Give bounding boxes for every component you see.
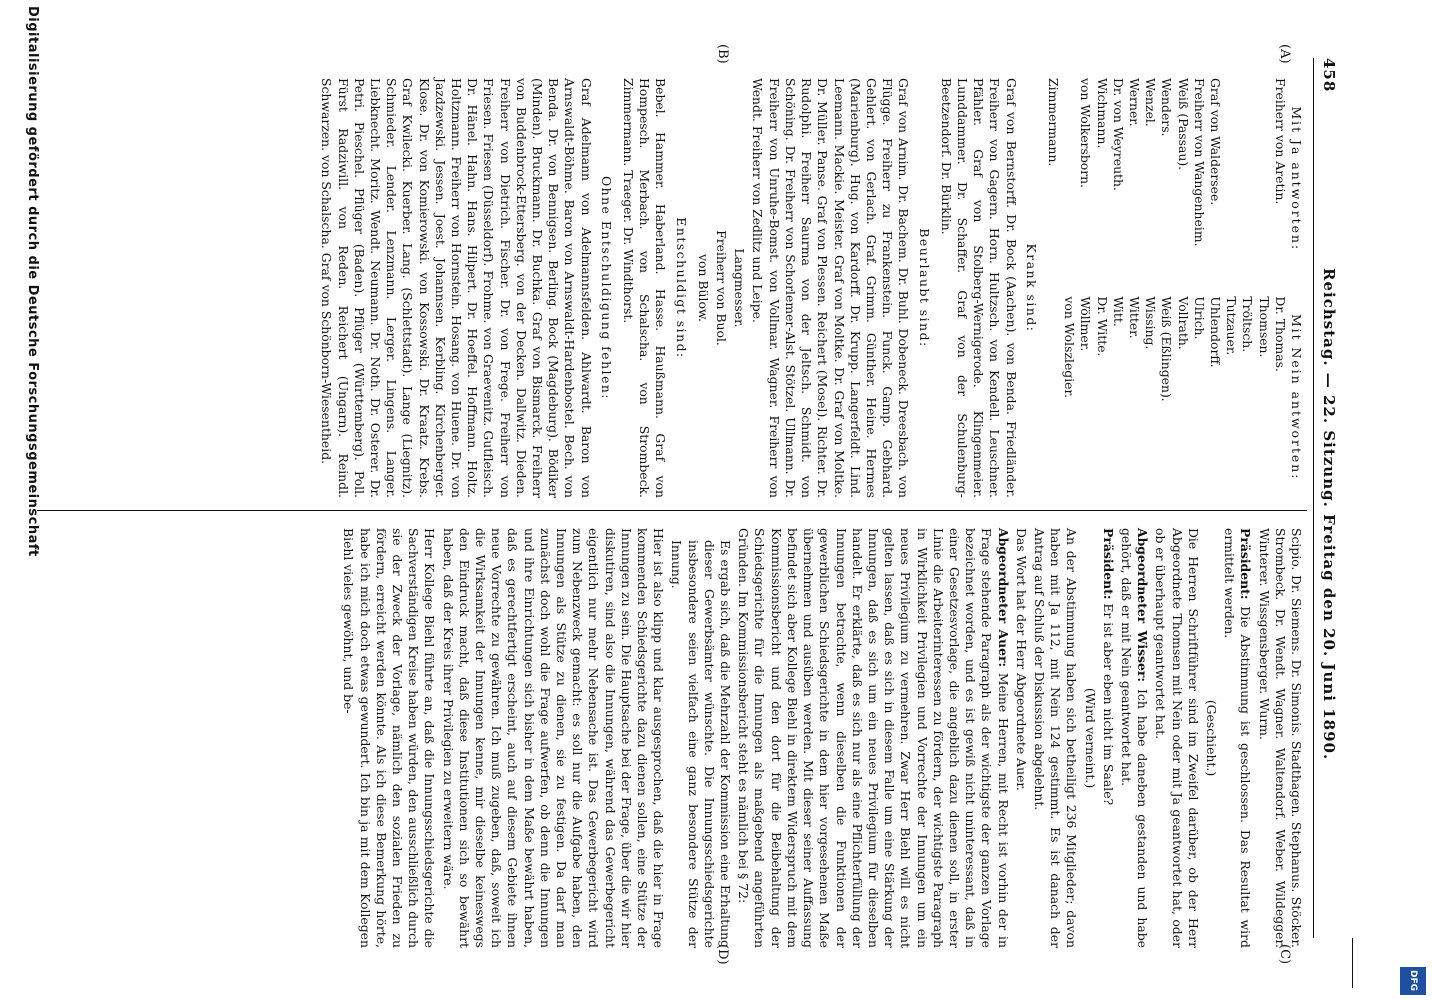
dfg-logo-icon: DFG <box>1400 967 1426 995</box>
margin-mark-c: (C) <box>1277 944 1292 965</box>
leave-extra-name: Langmesser. <box>732 248 748 328</box>
floor-given: Das Wort hat der Herr Abgeordnete Auer. <box>1013 528 1029 791</box>
header-rule <box>1313 58 1314 938</box>
president-result <box>1221 528 1253 948</box>
sick-heading: Krank sind: <box>1023 243 1039 333</box>
page-header <box>1316 58 1340 938</box>
yes-name <box>1239 78 1255 280</box>
speech-text: Ich habe daneben gestanden und habe gehört, daß er mit Nein geantwortet hat. <box>1118 528 1151 948</box>
yes-name <box>1223 78 1239 280</box>
no-name: Witter. <box>1126 296 1142 339</box>
leave-list: Graf von Arnim. Dr. Bachem. Dr. Buhl. Dobeneck. Dreesbach. von Flügge. Freiherr zu Frankenstein. Funck. Gamp. Gebhard. Gehlert. von Gerlach. Graf. Grimm. Günther. Heine. Hermes (Marienburg). Hug. von Kardorff. Dr. Krupp. Langerfeldt. Lind. Leemann. Mackie. Meister. Graf von Moltke. Dr. Graf von Moltke. Dr. Müller. Panse. Graf von Plessen. Reichert (Mosel). Richter. Dr. Rudolphi. Freiherr Saurma von der Jeltsch. Schmidt. von Schöning. Dr. Freiherr von Schorlemer-Alst. Stötzel. Ullmann. Dr. Freiherr von Unruhe-Bomst. von Vollmar. Wagner. Freiherr von Wendt. Freiherr von Zedlitz und Leipe. <box>750 78 912 498</box>
speech-text: Meine Herren, mit Recht ist vorhin der in Frage stehende Paragraph als der wichtigste der ganzen Vorlage bezeichnet worden, und es ist gewiß nicht uninteressant, daß in einer Gesetzesvorlage, die angeblich dazu dienen soll, in erster Linie die Arbeiterinteressen zu fördern, der wichtigste Paragraph in Wirklichkeit Privilegien und Vorrechte der Innungen um ein neues Privilegium zu vermehren. Zwar Herr Biehl will es nicht gelten lassen, daß es sich in diesem Falle um eine Stärkung der Innungen, daß es sich um ein neues Privilegium für dieselben handelt. Er erklärte, daß es sich nur als eine Pflichterfüllung der Innungen betrachte, wenn dieselben die Funktionen der gewerblichen Schiedsgerichte in dem hier vorgesehenen Maße übernehmen und ausüben werden. Mit dieser seiner Auffassung befindet sich aber Kollege Biehl in direktem Widerspruch mit dem Kommissionsbericht und den dort für die Beibehaltung der Schiedsgerichte für die Innungen als maßgebend angeführten Gründen. Im Kommissionsbericht steht es nämlich bei § 72: <box>736 528 1011 948</box>
yes-name: Graf von Waldersee. <box>1207 78 1223 206</box>
no-name: Uhlendorff. <box>1207 296 1223 368</box>
yes-names-continued: Scipio. Dr. Siemens. Dr. Simonis. Stadthagen. Stephanus. Stöcker. Strombeck. Dr. Wendt. Wagner. Waltendorf. Weber. Wildegger. Winterer. Wissgensberger. Wurm. <box>1256 528 1304 948</box>
no-name: Tutzauer. <box>1224 296 1240 356</box>
no-name: Witt. <box>1110 296 1126 327</box>
yes-name: Dr. von Weyreuth. <box>1110 78 1126 191</box>
margin-mark-a: (A) <box>1277 44 1292 64</box>
speech-text: Die Abstimmung ist geschlossen. Das Resultat wird ermittelt werden. <box>1222 528 1254 948</box>
excused-heading: Entschuldigt sind: <box>673 217 689 359</box>
president-question <box>1100 528 1116 948</box>
vote-result: An der Abstimmung haben sich betheiligt 236 Mitglieder; davon haben mit Ja 112, mit Nein 124 gestimmt. Es ist danach der Antrag auf Schluß der Diskussion abgelehnt. <box>1031 528 1080 948</box>
leave-extra-name: Freiherr von Buol. <box>714 230 730 346</box>
auer-speech-cont: Hier ist also klipp und klar ausgesprochen, daß die hier in Frage kommenden Schiedsgerichte dazu dienen sollen, eine Stütze der Innungen zu sein. Die Hauptsache bei der Frage, über die wir hier diskutiren, sind also die Innungen, während das Gewerbegericht eigentlich nur mehr Nebensache ist. Das Gewerbegericht wird zum Nebenzweck gemacht: es soll nur die Aufgabe haben, den Innungen als Stütze zu dienen, sie zu festigen. Da darf man zunächst doch wohl die Frage aufwerfen, ob denn die Innungen und ihre Einrichtungen sich bisher in dem Maße bewährt haben, daß es gerechtfertigt erscheint, auch auf diesem Gebiete ihnen neue Vorrechte zu gewähren. Ich muß zugeben, daß, soweit ich die Wirksamkeit der Innungen kenne, mir dieselbe keineswegs den Eindruck macht, daß diese Institutionen sich so bewährt haben, daß der Kreis ihrer Privilegien zu erweitern wäre. <box>440 528 667 948</box>
stage-direction: (Wird verneint.) <box>1082 687 1098 789</box>
left-column <box>316 78 1304 498</box>
yes-list <box>1045 78 1304 280</box>
no-name: Wissing. <box>1143 296 1159 350</box>
yes-name: Wichmann. <box>1094 78 1110 149</box>
edge-rule <box>1352 938 1353 988</box>
sick-list: Graf von Bernstorff. Dr. Bock (Aachen). von Benda. Friedländer. Freiherr von Gagern. Horn. Hultzsch. von Kendell. Leuschner. Pfähler. Graf von Stolberg-Wernigerode. Klingenmeier. Lunddammer. Dr. Schaffer. Graf von der Schulenburg-Beetzendorf. Dr. Bürklin. <box>938 78 1019 498</box>
excused-list: Bebel. Hammer. Haberland. Hasse. Haußmann. Graf von Hompesch. Merbach. von Schalscha. von Strombeck. Zimmermann. Traeger. Dr. Windthorst. <box>621 78 669 498</box>
leave-heading: Beurlaubt sind: <box>916 228 932 348</box>
secretaries-note: Die Herren Schriftführer sind im Zweifel darüber, ob der Herr Abgeordnete Thomsen mit Nein oder mit Ja geantwortet hat, oder ob er überhaupt geantwortet hat. <box>1153 528 1201 948</box>
margin-mark-b: (B) <box>715 44 730 64</box>
yes-name: Weiß (Passau). <box>1175 78 1191 171</box>
digitization-credit: Digitalisierung gefördert durch die Deutsche Forschungsgemeinschaft <box>25 6 40 557</box>
no-name: Dr. Thomas. <box>1272 296 1288 372</box>
no-name: von Wolszlegier. <box>1062 296 1078 399</box>
yes-name: Freiherr von Aretin. <box>1272 78 1288 205</box>
speaker-label: Abgeordneter Auer: <box>995 528 1011 668</box>
yes-name: von Wolkersborn. <box>1078 78 1094 189</box>
right-column <box>338 528 1304 948</box>
speaker-label: Abgeordneter Wisser: <box>1135 528 1151 683</box>
yes-name: Freiherr von Wangenheim. <box>1191 78 1207 247</box>
running-head: Reichstag. — 22. Sitzung. Freitag den 20. Juni 1890. <box>1320 268 1338 761</box>
yes-heading: Mit Ja antworten: <box>1289 106 1304 252</box>
yes-name <box>1255 78 1271 280</box>
no-name: Vollrath. <box>1175 296 1191 350</box>
no-name: Ulrich. <box>1191 296 1207 340</box>
column-rule <box>37 510 1307 511</box>
stage-direction: (Geschieht.) <box>1203 699 1219 777</box>
no-name: Weiß (Eßlingen). <box>1159 296 1175 402</box>
yes-name: Wenzel. <box>1143 78 1159 127</box>
yes-name: Wenders. <box>1159 78 1175 137</box>
page-number: 458 <box>1320 58 1338 93</box>
auer-speech-cont: Herr Kollege Biehl führte an, daß die Innungsschiedsgerichte die Sachverständigen Kreise haben würden, den ausschließlich durch sie der Zweck der Vorlage, nämlich den sozialen Frieden zu fördern, erreicht werden könnte. Als ich diese Bemerkung hörte, habe ich mich doch etwas gewundert. Ich bin ja mit dem Kollegen Biehl vieles gewöhnt, und be- <box>341 528 438 948</box>
leave-extra-name: von Bülow. <box>695 254 711 322</box>
no-name: Dr. Witte. <box>1094 296 1110 357</box>
yes-name <box>1061 78 1077 280</box>
speaker-label: Präsident: <box>1100 528 1116 600</box>
yes-name: Werner. <box>1126 78 1142 127</box>
deputy-wisser <box>1118 528 1150 948</box>
missing-list: Graf Adelmann von Adelmannsfelden. Ahlwardt. Baron von Arnswaldt-Böhme. Baron von Arnswaldt-Hardenbostel. Bech. von Benda. Dr. von Bennigsen. Berling. Bock (Magdeburg). Bödiker (Minden). Bruckmann. Dr. Buchka. Graf von Bismarck. Freiherr von Buddenbrock-Ettersberg. von der Decken. Dallwitz. Dieden. Freiherr von Dietrich. Fischer. Dr. von Frege. Freiherr von Friesen. Friesen (Düsseldorf). Frohme. von Graevenitz. Gutfleisch. Dr. Hänel. Hahn. Hans. Hilpert. Dr. Hoeffel. Hoffmann. Holtz. Holtzmann. Freiherr von Hornstein. Hosang. von Huene. Dr. von Jazdzewski. Jessen. Joest. Johannsen. Kerbling. Kirchenberger. Klose. Dr. von Komierowski. von Kossowski. Dr. Kraatz. Krebs. Graf Kwilecki. Kuerber. Lang. (Schlettstadt). Lange (Liegnitz). Schmieder. Lender. Lenzmann. Lerger. Lingens. Langer. Liebknecht. Moritz. Wendt. Neumann. Dr. Noth. Dr. Osterer. Dr. Petri. Pieschel. Pflüger (Baden). Pflüger (Württemberg). Poll. Fürst Radziwill. von Reden. Reichert (Ungarn). Reindl. Schwarzen. von Schalscha. Graf von Schönborn-Wiesentheid. <box>319 78 594 498</box>
no-heading: Mit Nein antworten: <box>1289 313 1304 481</box>
auer-speech <box>735 528 1010 948</box>
margin-mark-d: (D) <box>715 944 730 965</box>
no-name: Wöllmer. <box>1078 296 1094 352</box>
vote-lists <box>1045 78 1304 498</box>
commission-quote: Es ergab sich, daß die Mehrzahl der Kommission eine Erhaltung dieser Gewerbsämter wünschte. Die Innungsschiedsgerichte insbesondere seien vielfach eine ganz besondere Stütze der Innung. <box>669 540 734 948</box>
no-name: Tröltsch. <box>1240 296 1256 353</box>
missing-heading: Ohne Entschuldigung fehlen: <box>598 175 614 401</box>
no-list <box>1045 296 1304 498</box>
no-name: Thomsen. <box>1256 296 1272 358</box>
speaker-label: Präsident: <box>1238 528 1254 600</box>
yes-name: Zimmermann. <box>1045 78 1061 167</box>
speech-text: Er ist aber eben nicht im Saale? <box>1100 603 1116 806</box>
